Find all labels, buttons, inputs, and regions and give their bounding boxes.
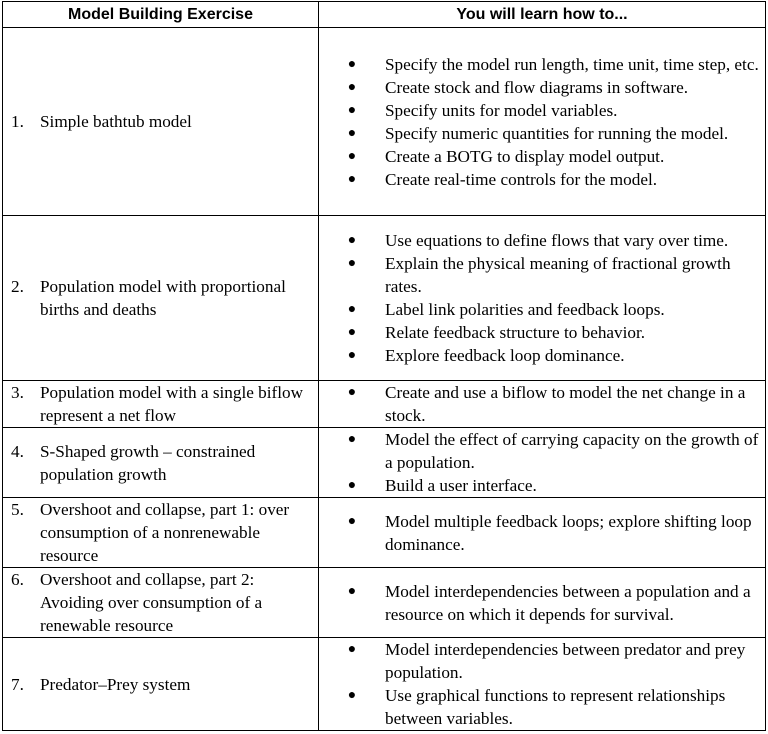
bullet-icon: ● [347,513,357,529]
bullet-icon: ● [347,56,357,72]
table-row [3,638,766,731]
table-row [3,568,766,638]
table-row [3,28,766,216]
learn-item: ● Model interdependencies between a population and a resource on which it depends for survival. [319,580,759,626]
learn-item: ● Create and use a biflow to model the net change in a stock. [319,381,759,427]
bullet-icon: ● [347,148,357,164]
learn-item: ● Model the effect of carrying capacity on the growth of a population. [319,428,759,474]
header-learn: You will learn how to... [319,2,766,28]
learn-cell [319,428,766,498]
exercise-title: Simple bathtub model [40,112,192,131]
exercise-number: 4. [11,441,24,461]
learn-item: ● Specify the model run length, time unit, time step, etc. [319,53,759,76]
learn-item: ● Create stock and flow diagrams in software. [319,76,759,99]
exercise-cell [3,498,319,568]
learn-cell [319,568,766,638]
exercise-cell [3,638,319,731]
exercise-title: Overshoot and collapse, part 2: Avoiding over consumption of a renewable resource [40,570,263,635]
header-exercise: Model Building Exercise [3,2,319,28]
bullet-icon: ● [347,688,357,703]
exercise-title: Overshoot and collapse, part 1: over consumption of a nonrenewable resource [40,500,290,565]
exercise-number: 1. [11,112,24,131]
bullet-icon: ● [347,79,357,95]
bullet-icon: ● [347,642,357,657]
bullet-icon: ● [347,256,357,271]
exercise-cell [3,381,319,428]
exercise-number: 3. [11,383,24,402]
exercise-number: 6. [11,570,24,589]
bullet-icon: ● [347,233,357,248]
bullet-icon: ● [347,348,357,363]
learn-item: ● Use equations to define flows that vary over time. [319,229,759,252]
table-row [3,498,766,568]
learn-item: ● Model multiple feedback loops; explore shifting loop dominance. [319,510,759,556]
learn-item: ● Create real-time controls for the model. [319,168,759,191]
learn-cell [319,28,766,216]
learn-item: ● Model interdependencies between predator and prey population. [319,638,759,684]
exercise-cell [3,28,319,216]
table-row [3,428,766,498]
exercise-number: 5. [11,500,24,519]
bullet-icon: ● [347,125,357,141]
learn-item: ● Relate feedback structure to behavior. [319,321,759,344]
bullet-icon: ● [347,171,357,187]
learn-item: ● Specify units for model variables. [319,99,759,122]
table-row [3,381,766,428]
learn-item: ● Label link polarities and feedback loops. [319,298,759,321]
exercise-cell [3,216,319,381]
learn-item: ● Use graphical functions to represent relationships between variables. [319,684,759,730]
bullet-icon: ● [347,302,357,317]
exercise-title: Population model with proportional births and deaths [40,277,286,319]
learn-item: ● Build a user interface. [319,474,759,497]
learn-cell [319,638,766,731]
exercise-title: Predator–Prey system [40,674,191,694]
bullet-icon: ● [347,432,357,447]
learn-item: ● Specify numeric quantities for running the model. [319,122,759,145]
exercise-title: Population model with a single biflow represent a net flow [40,383,304,425]
bullet-icon: ● [347,102,357,118]
header-row [3,2,766,28]
exercise-cell [3,568,319,638]
exercise-title: S-Shaped growth – constrained population growth [40,441,256,484]
exercise-cell [3,428,319,498]
learn-item: ● Explore feedback loop dominance. [319,344,759,367]
learn-cell [319,216,766,381]
exercise-table [2,1,766,731]
bullet-icon: ● [347,478,357,493]
learn-item: ● Explain the physical meaning of fractional growth rates. [319,252,759,298]
bullet-icon: ● [347,325,357,340]
learn-cell [319,498,766,568]
bullet-icon: ● [347,583,357,599]
exercise-number: 2. [11,277,24,296]
learn-item: ● Create a BOTG to display model output. [319,145,759,168]
table-row [3,216,766,381]
bullet-icon: ● [347,385,357,400]
learn-cell [319,381,766,428]
exercise-number: 7. [11,674,24,694]
